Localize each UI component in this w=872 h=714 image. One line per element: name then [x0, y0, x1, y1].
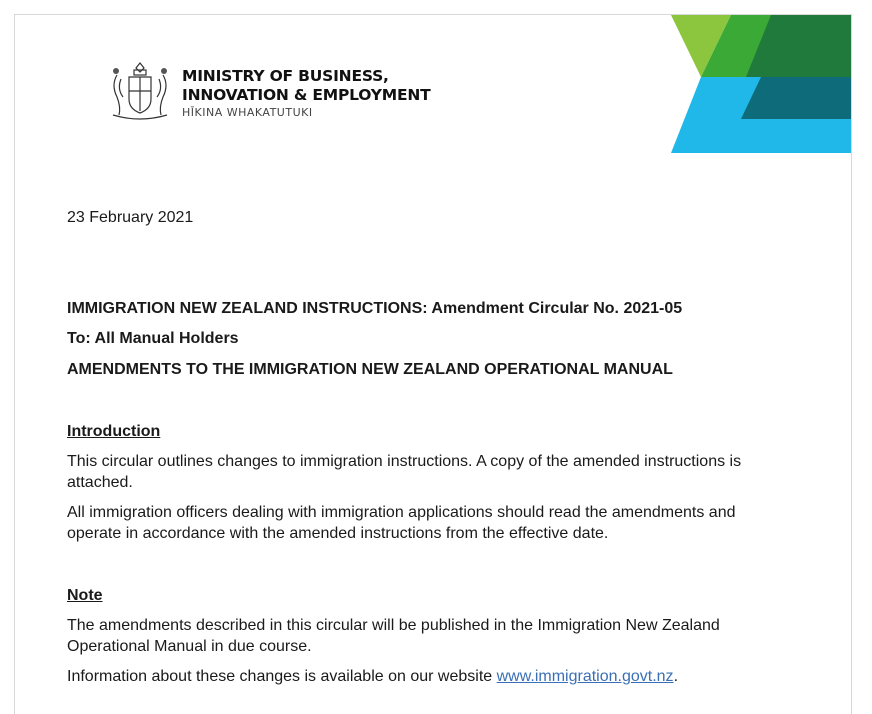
introduction-paragraph-2: All immigration officers dealing with immigration applications should read the amendments and operate in accordance with the amended instructions from the effective date. [67, 504, 736, 542]
recipients-line: To: All Manual Holders [67, 330, 239, 347]
document-date: 23 February 2021 [67, 209, 194, 226]
mbie-corner-graphic [671, 15, 851, 153]
org-name-block [182, 67, 431, 119]
introduction-paragraph-1: This circular outlines changes to immigration instructions. A copy of the amended instructions is attached. [67, 453, 742, 491]
circular-title-prefix: IMMIGRATION NEW ZEALAND INSTRUCTIONS: [67, 300, 428, 317]
note-heading: Note [67, 587, 103, 604]
immigration-website-link[interactable]: www.immigration.govt.nz [496, 668, 674, 685]
org-name-line2: INNOVATION & EMPLOYMENT [182, 86, 431, 104]
org-name-line1: MINISTRY OF BUSINESS, [182, 67, 389, 85]
circular-title-number: Amendment Circular No. 2021-05 [427, 300, 683, 317]
note-paragraph-2-end: . [673, 668, 679, 685]
note-paragraph-1: The amendments described in this circular will be published in the Immigration New Zealand Operational Manual in due course. [67, 617, 720, 655]
note-paragraph-2-text: Information about these changes is available on our website [67, 668, 497, 685]
note-paragraph-2 [67, 666, 787, 687]
amendments-title: AMENDMENTS TO THE IMMIGRATION NEW ZEALAND OPERATIONAL MANUAL [67, 361, 673, 378]
coat-of-arms-logo [107, 61, 173, 121]
org-subtitle: HĪKINA WHAKATUTUKI [182, 106, 313, 119]
introduction-heading: Introduction [67, 423, 161, 440]
document-page [14, 14, 852, 714]
circular-title [67, 298, 682, 319]
